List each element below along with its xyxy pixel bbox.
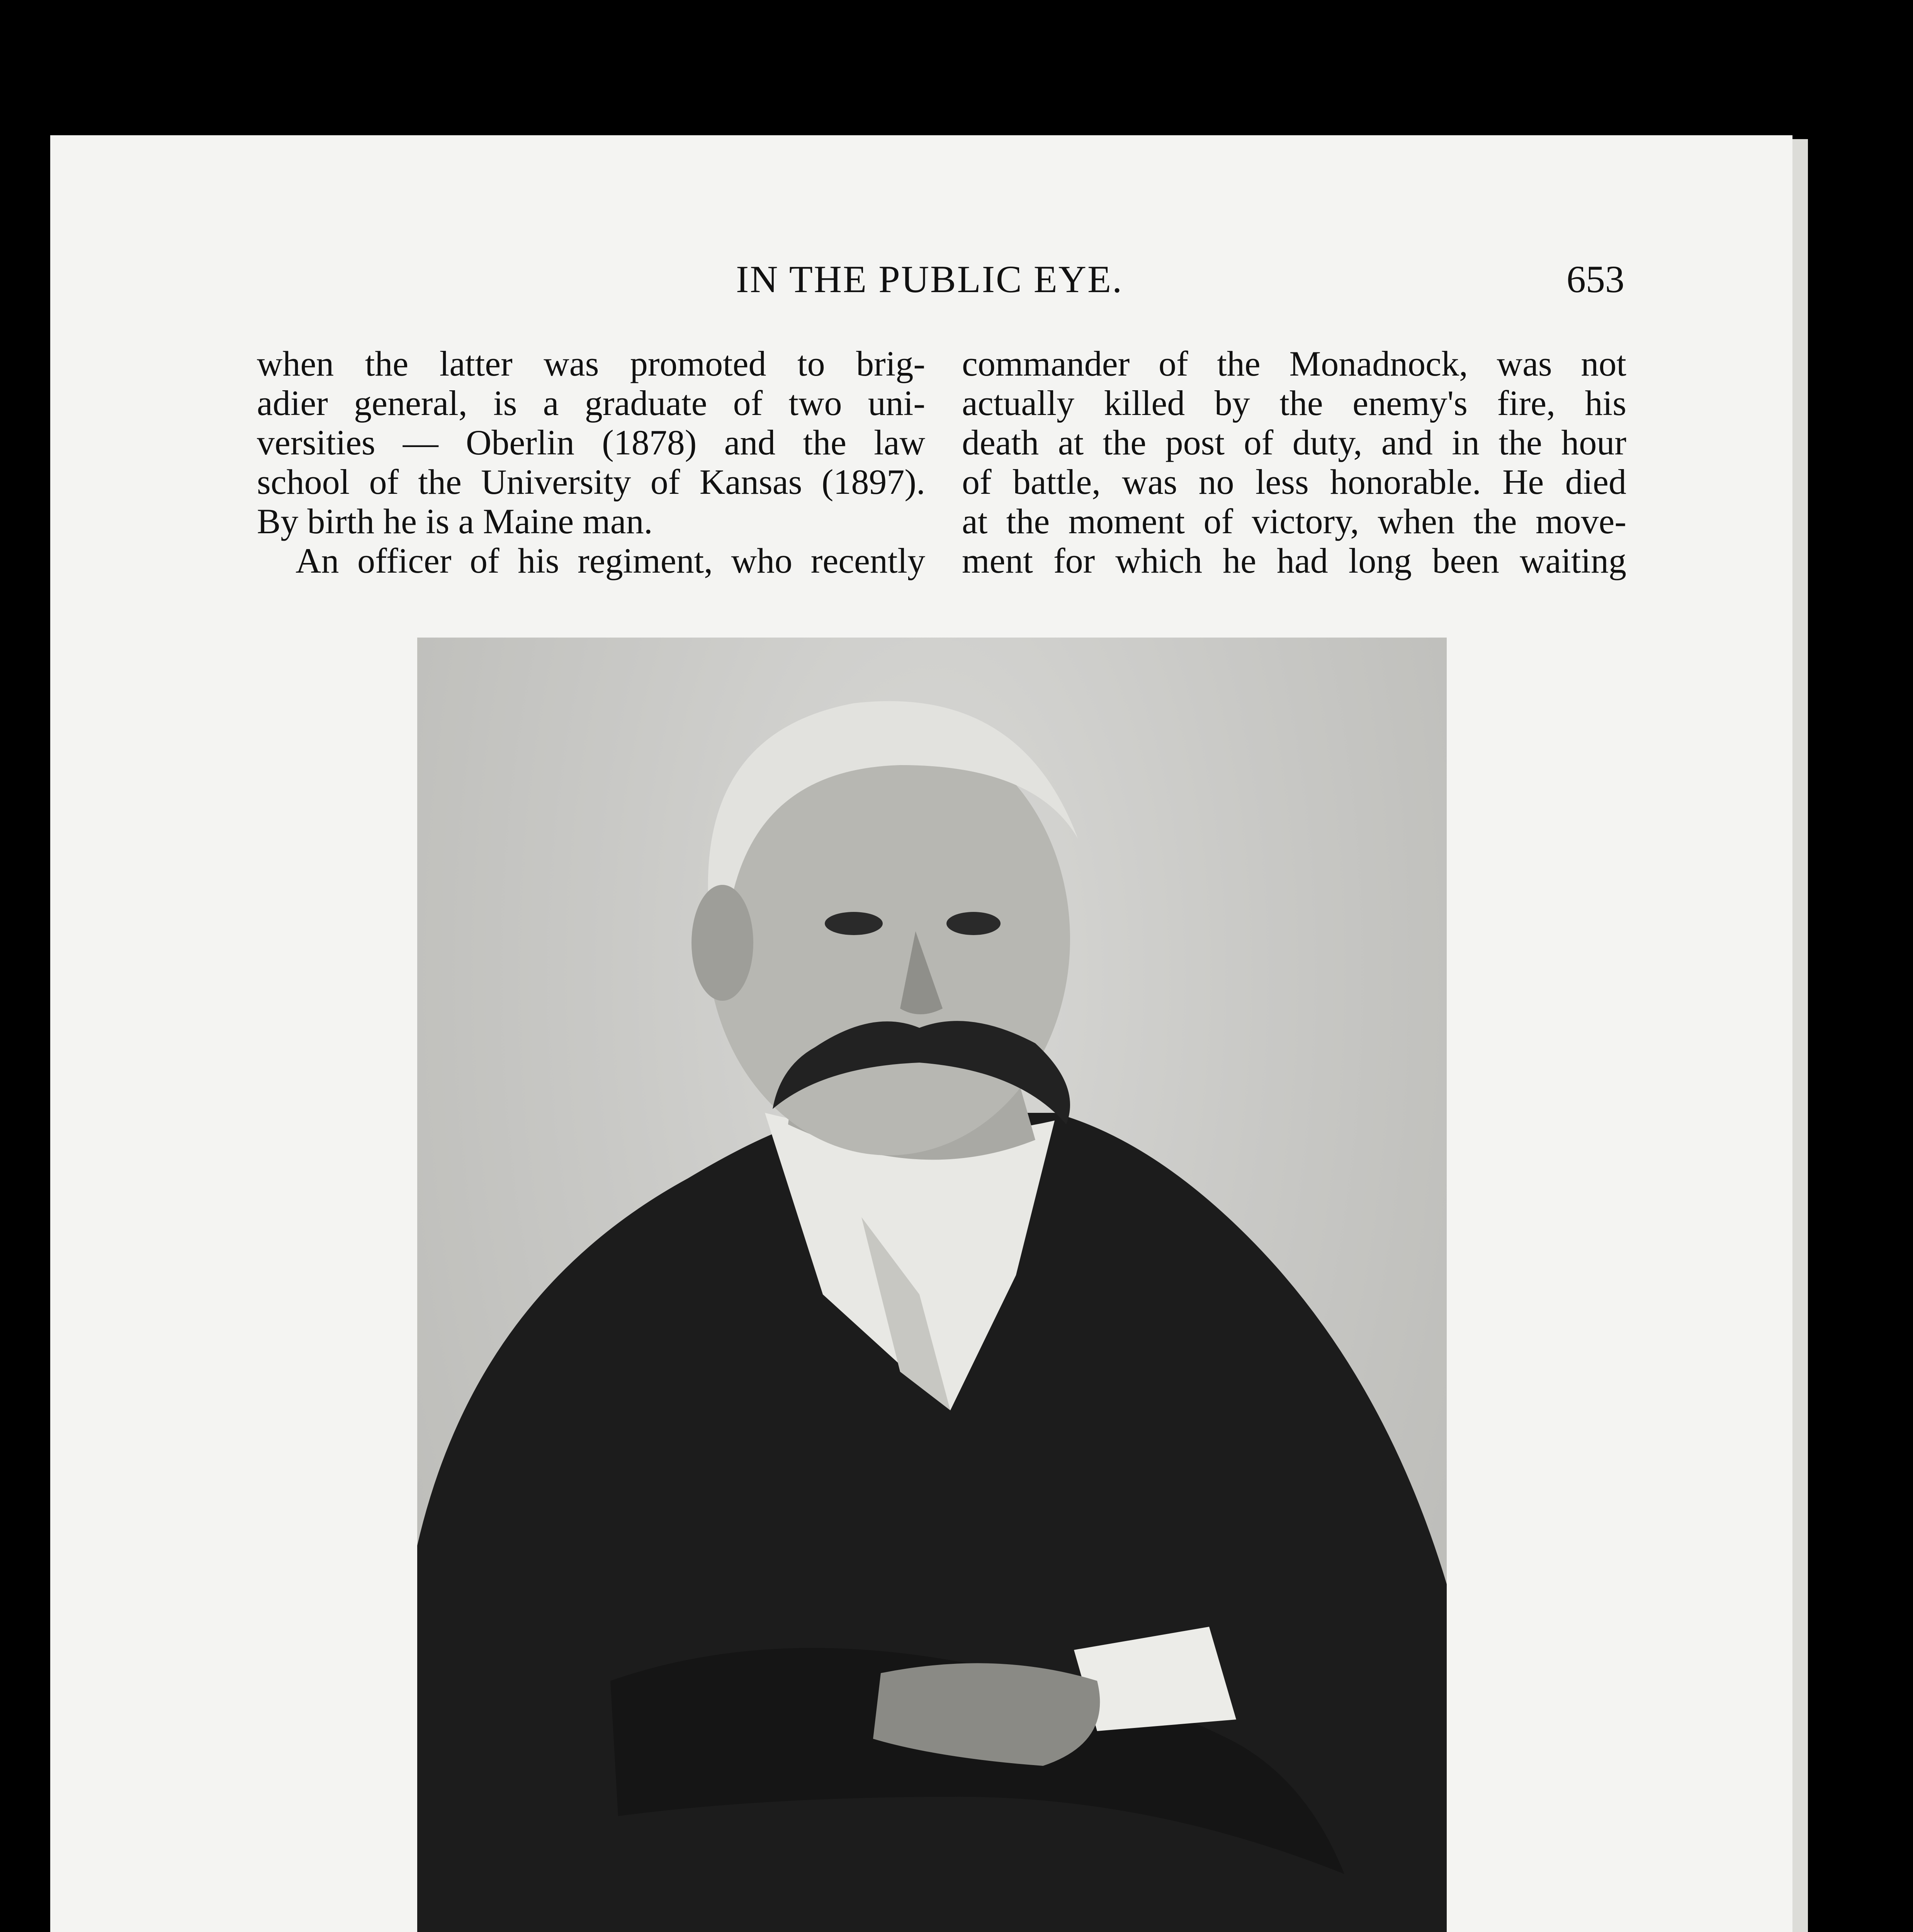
text-line: ment for which he had long been waiting: [962, 541, 1626, 580]
text-line: commander of the Monadnock, was not: [962, 344, 1626, 383]
top-right-column: [962, 344, 1626, 580]
portrait-photograph: [417, 638, 1447, 1932]
text-line: death at the post of duty, and in the hour: [962, 423, 1626, 462]
portrait-illustration: [417, 638, 1447, 1932]
text-line: adier general, is a graduate of two uni-: [257, 383, 925, 423]
page-number: 653: [1566, 258, 1624, 301]
text-line: An officer of his regiment, who recently: [296, 541, 925, 580]
text-line: versities — Oberlin (1878) and the law: [257, 423, 925, 462]
text-line: school of the University of Kansas (1897).: [257, 462, 925, 502]
running-title: IN THE PUBLIC EYE.: [736, 258, 1123, 301]
page-edge: [1792, 139, 1808, 1932]
top-left-column: [257, 344, 925, 580]
text-line: of battle, was no less honorable. He died: [962, 462, 1626, 502]
text-line: at the moment of victory, when the move-: [962, 502, 1626, 541]
text-line: when the latter was promoted to brig-: [257, 344, 925, 383]
text-line: By birth he is a Maine man.: [257, 502, 653, 541]
text-line: actually killed by the enemy's fire, his: [962, 383, 1626, 423]
